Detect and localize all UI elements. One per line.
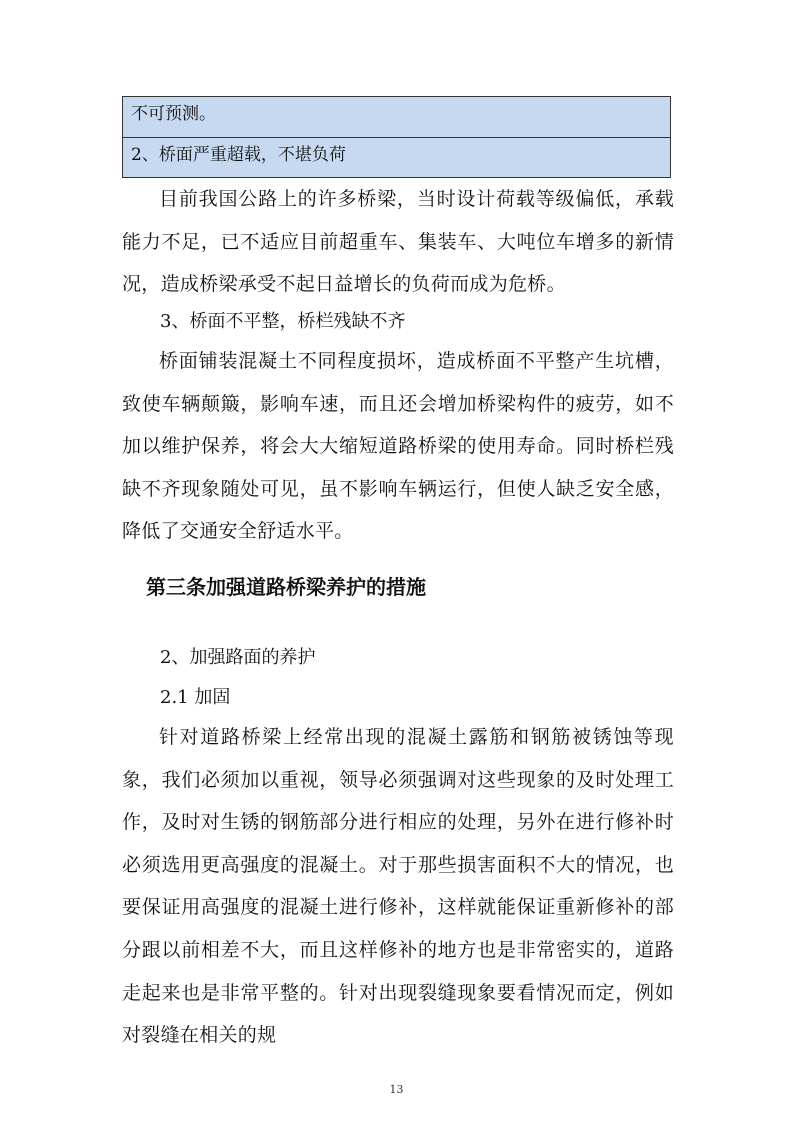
- paragraph-reinforcement-details: 针对道路桥梁上经常出现的混凝土露筋和钢筋被锈蚀等现象，我们必须加以重视，领导必须强调对这些现象的及时处理工作，及时对生锈的钢筋部分进行相应的处理，另外在进行修补时必须选用更高强度的混凝土。对于那些损害面积不大的情况，也要保证用高强度的混凝土进行修补，这样就能保证重新修补的部分跟以前相差不大，而且这样修补的地方也是非常密实的，道路走起来也是非常平整的。针对出现裂缝现象要看情况而定，例如对裂缝在相关的规: [122, 726, 674, 1047]
- table-row-heading-overload: 2、桥面严重超载，不堪负荷: [123, 137, 670, 177]
- subheading-deck-uneven: 3、桥面不平整，桥栏残缺不齐: [160, 311, 406, 332]
- section-heading-maintenance-measures: 第三条加强道路桥梁养护的措施: [146, 575, 426, 599]
- subheading-reinforcement: 2.1 加固: [160, 687, 231, 708]
- highlighted-table: [122, 96, 671, 178]
- page-number: 13: [389, 1083, 404, 1096]
- table-row-continuation: 不可预测。: [131, 104, 216, 124]
- paragraph-deck-damage: 桥面铺装混凝土不同程度损坏，造成桥面不平整产生坑槽，致使车辆颠簸，影响车速，而且还会增加桥梁构件的疲劳，如不加以维护保养，将会大大缩短道路桥梁的使用寿命。同时桥栏残缺不齐现象随处可见，虽不影响车辆运行，但使人缺乏安全感，降低了交通安全舒适水平。: [122, 350, 674, 543]
- subheading-road-maintenance: 2、加强路面的养护: [160, 647, 316, 668]
- paragraph-design-load: 目前我国公路上的许多桥梁，当时设计荷载等级偏低，承载能力不足，已不适应目前超重车、集装车、大吨位车增多的新情况，造成桥梁承受不起日益增长的负荷而成为危桥。: [122, 188, 674, 296]
